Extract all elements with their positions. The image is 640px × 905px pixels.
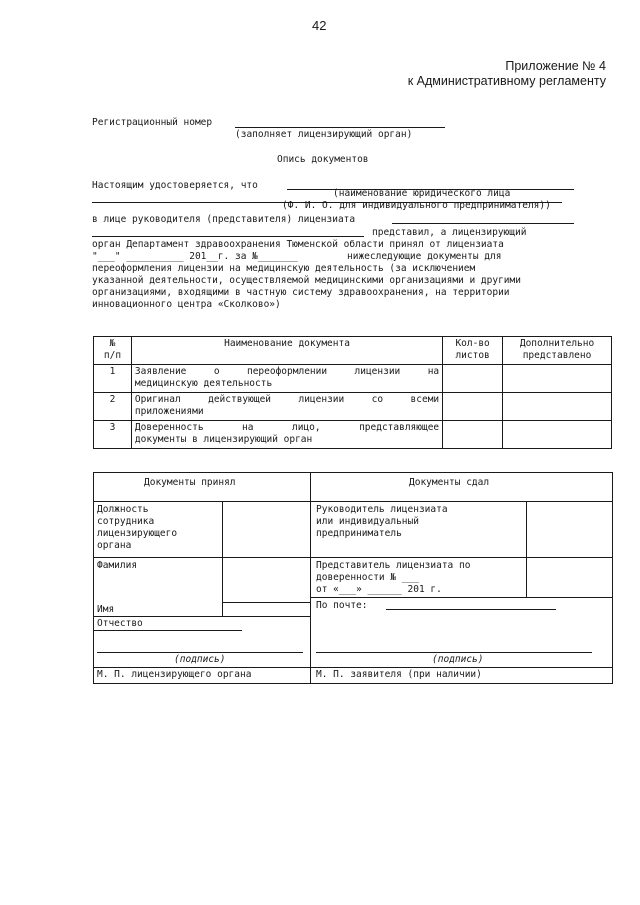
patronymic-underline (94, 630, 242, 631)
position-label-underline (94, 557, 222, 558)
position-label (97, 504, 177, 552)
purpose-line-4: инновационного центра «Сколково») (92, 299, 281, 310)
licensee-name-note: (наименование юридического лица (333, 188, 511, 199)
surname-value-box (222, 557, 310, 603)
position-l1: Должность (97, 504, 149, 515)
row-name (131, 421, 442, 449)
position-l3: лицензирующего (97, 528, 178, 539)
entrepreneur-name-note: (Ф. И. О. для индивидуального предпринимателя)) (282, 200, 551, 211)
seal-left: М. П. лицензирующего органа (97, 669, 252, 680)
proxy-date: от «___» ______ 201 г. (316, 584, 442, 595)
documents-table (93, 336, 612, 449)
row-name-l1: Оригинал действующей лицензии со всеми (134, 394, 440, 405)
header-name-text: Наименование документа (224, 338, 350, 349)
name-label: Имя (97, 604, 115, 615)
header-extra-l1: Дополнительно (519, 338, 595, 349)
position-l2: сотрудника (97, 516, 155, 527)
signature-line-left (97, 652, 303, 653)
organ-line: орган Департамент здравоохранения Тюменской области принял от лицензиата (92, 239, 504, 250)
page-number: 42 (312, 18, 327, 33)
header-count-l2: листов (455, 350, 490, 361)
date-number-line: "___" __________ 201__г. за №_______ (92, 251, 298, 262)
header-num (94, 337, 132, 365)
name-underline (94, 616, 222, 617)
registration-label: Регистрационный номер (92, 117, 213, 128)
row-name-l1: Доверенность на лицо, представляющее (134, 422, 440, 433)
position-l4: органа (97, 540, 132, 551)
header-num-l1: № (109, 338, 116, 349)
table-row (94, 365, 612, 393)
header-num-l2: п/п (103, 350, 122, 361)
table-row (94, 421, 612, 449)
row-count (443, 421, 503, 449)
head-label (316, 504, 448, 540)
signature-caption-right: (подпись) (432, 654, 484, 665)
header-name (131, 337, 442, 365)
name-value-box (222, 602, 310, 617)
row-count (443, 365, 503, 393)
row-num: 1 (94, 365, 132, 393)
representative-label (316, 560, 470, 596)
accepted-header: Документы принял (144, 477, 236, 488)
representative-field-line-2 (92, 236, 364, 237)
header-count-l1: Кол-во (455, 338, 490, 349)
appendix-line-1: Приложение № 4 (505, 59, 606, 73)
table-row (94, 393, 612, 421)
representative-line: в лице руководителя (представителя) лицензиата (92, 214, 356, 225)
registration-note: (заполняет лицензирующий орган) (235, 129, 413, 140)
appendix-line-2: к Административному регламенту (407, 74, 606, 88)
representative-field-line (392, 223, 574, 224)
documents-table-header (94, 337, 612, 365)
header-count (443, 337, 503, 365)
purpose-line-1: переоформления лицензии на медицинскую деятельность (за исключением (92, 263, 476, 274)
row-name (131, 365, 442, 393)
certify-line: Настоящим удостоверяется, что (92, 180, 258, 191)
row-extra (503, 421, 612, 449)
column-divider (310, 473, 311, 683)
row-name (131, 393, 442, 421)
row-num: 3 (94, 421, 132, 449)
head-l1: Руководитель лицензиата (316, 504, 448, 515)
by-mail-label: По почте: (316, 600, 368, 611)
row-extra (503, 393, 612, 421)
representative-underline (311, 597, 612, 598)
registration-field-line (235, 127, 445, 128)
representative-l1: Представитель лицензиата по (316, 560, 471, 571)
purpose-line-2: указанной деятельности, осуществляемой медицинскими организациями и другими (92, 275, 521, 286)
row-name-l2: приложениями (134, 406, 204, 417)
header-extra-l2: представлено (522, 350, 592, 361)
seal-right: М. П. заявителя (при наличии) (316, 669, 482, 680)
head-underline (311, 557, 526, 558)
signature-caption-left: (подпись) (174, 654, 226, 665)
row-name-l2: документы в лицензирующий орган (134, 434, 313, 445)
head-l3: предприниматель (316, 528, 402, 539)
row-name-l1: Заявление о переоформлении лицензии на (134, 366, 440, 377)
signature-table (93, 472, 613, 684)
patronymic-label: Отчество (97, 618, 143, 629)
row-extra (503, 365, 612, 393)
presented-text: представил, а лицензирующий (372, 227, 527, 238)
seal-row-divider (94, 667, 612, 668)
representative-l2: доверенности № ___ (316, 572, 419, 583)
following-docs-text: нижеследующие документы для (347, 251, 502, 262)
row-num: 2 (94, 393, 132, 421)
row-count (443, 393, 503, 421)
header-extra (503, 337, 612, 365)
signature-line-right (316, 652, 592, 653)
position-value-box (222, 501, 310, 558)
row-name-l2: медицинскую деятельность (134, 378, 273, 389)
head-l2: или индивидуальный (316, 516, 419, 527)
purpose-line-3: организациями, входящими в частную систему здравоохранения, на территории (92, 287, 510, 298)
handed-header: Документы сдал (409, 477, 490, 488)
by-mail-line (386, 609, 556, 610)
document-title: Опись документов (277, 154, 369, 165)
representative-value-box (526, 557, 613, 598)
head-value-box (526, 501, 613, 558)
surname-label: Фамилия (97, 560, 138, 571)
